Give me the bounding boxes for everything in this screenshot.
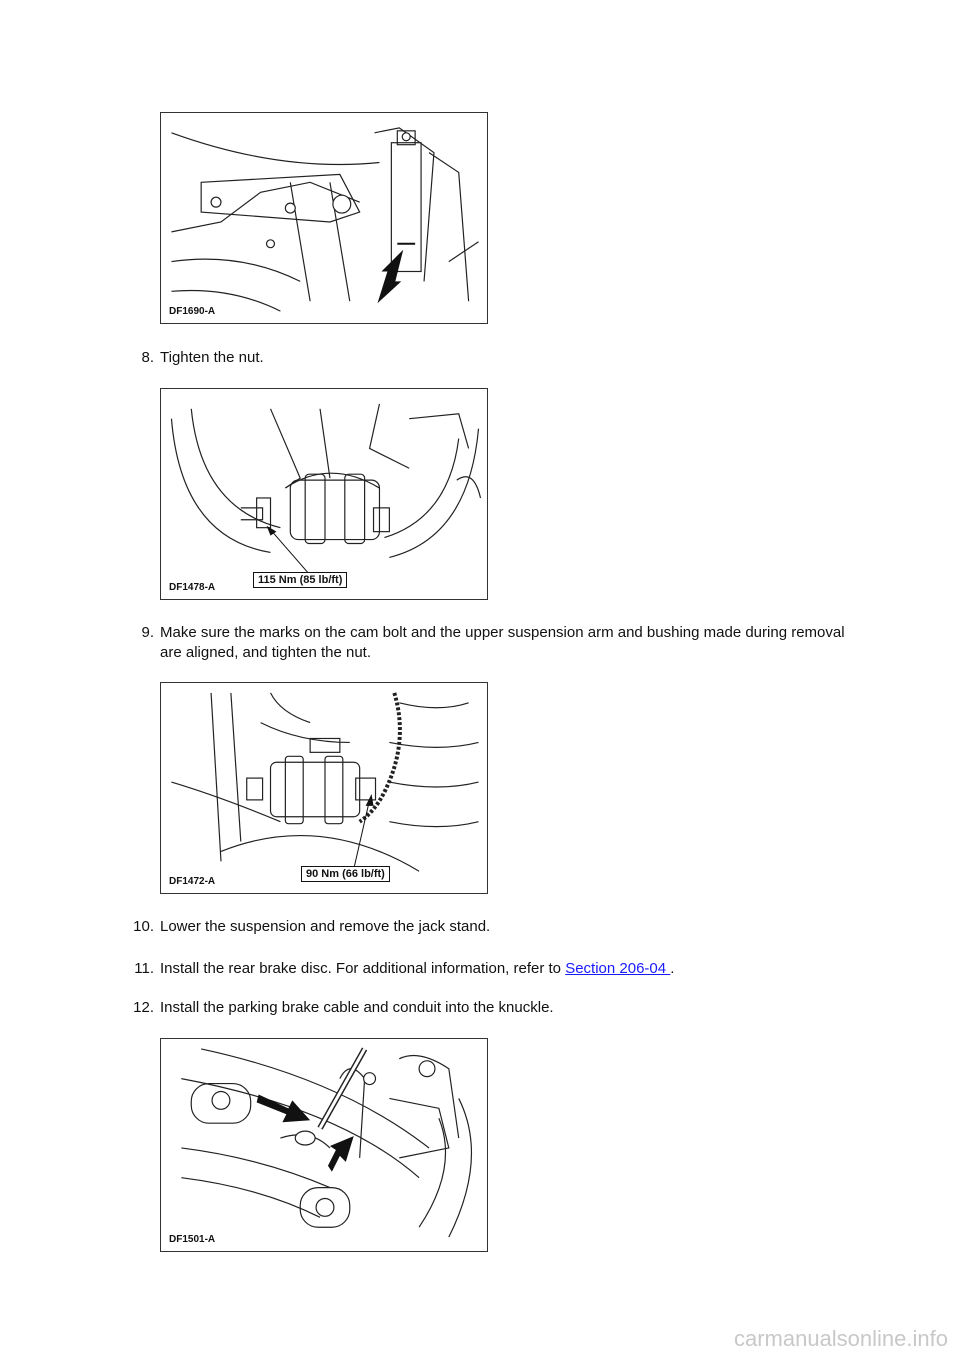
step-text-before-link: Install the rear brake disc. For additional information, refer to [160, 960, 566, 977]
step-number: 9. [141, 624, 154, 641]
parking-brake-cable-illustration [161, 1039, 487, 1251]
step-text-after-link: . [670, 960, 675, 977]
step-text: Install the parking brake cable and conduit into the knuckle. [160, 999, 554, 1016]
step-text: Make sure the marks on the cam bolt and the upper suspension arm and bushing made during removal are aligned, and tighten the nut. [160, 624, 845, 661]
step-text: Lower the suspension and remove the jack stand. [160, 918, 491, 935]
shock-absorber-illustration [161, 113, 487, 323]
figure-df1690 [160, 112, 488, 324]
upper-arm-bushing-illustration [161, 389, 487, 599]
watermark: carmanualsonline.info [733, 1326, 948, 1351]
step-number: 11. [134, 960, 154, 977]
torque-spec-label: 115 Nm (85 lb/ft) [253, 572, 347, 588]
step-number: 12. [133, 999, 154, 1016]
step-text [160, 959, 850, 979]
figure-df1478 [160, 388, 488, 600]
figure-df1472 [160, 682, 488, 894]
cam-bolt-illustration [161, 683, 487, 893]
figure-id-label: DF1472-A [169, 876, 216, 887]
figure-id-label: DF1690-A [169, 306, 216, 317]
torque-spec-label: 90 Nm (66 lb/ft) [301, 866, 390, 882]
step-number: 8. [141, 349, 154, 366]
step-number: 10. [133, 918, 154, 935]
step-text: Tighten the nut. [160, 349, 264, 366]
figure-df1501 [160, 1038, 488, 1252]
section-link[interactable]: Section 206-04 [565, 960, 671, 977]
figure-id-label: DF1478-A [169, 582, 216, 593]
figure-id-label: DF1501-A [169, 1234, 216, 1245]
